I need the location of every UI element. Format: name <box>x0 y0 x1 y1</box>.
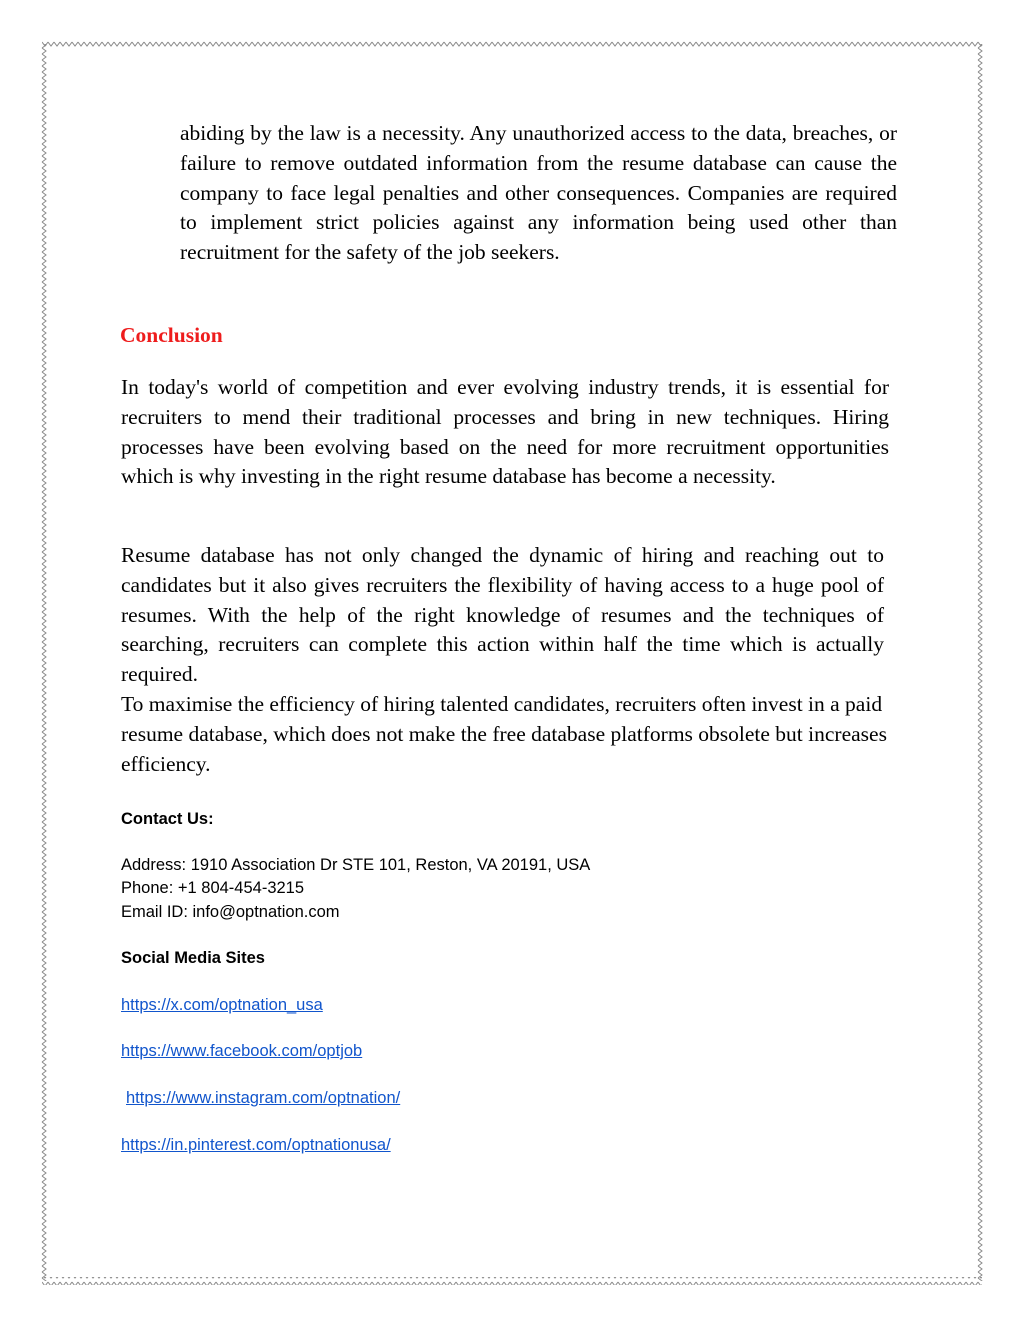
social-link-row <box>121 995 323 1015</box>
contact-address: Address: 1910 Association Dr STE 101, Reston, VA 20191, USA <box>121 856 591 874</box>
social-heading: Social Media Sites <box>121 949 265 967</box>
paragraph-conclusion-3: To maximise the efficiency of hiring talented candidates, recruiters often invest in a paid resume database, which does not make the free database platforms obsolete but increases efficiency. <box>121 692 887 776</box>
social-link-row <box>121 1135 391 1155</box>
contact-email: Email ID: info@optnation.com <box>121 903 340 921</box>
contact-heading: Contact Us: <box>121 810 214 828</box>
section-heading-conclusion: Conclusion <box>120 323 223 347</box>
paragraph-conclusion-2: Resume database has not only changed the dynamic of hiring and reaching out to candidates but it also gives recruiters the flexibility of having access to a huge pool of resumes. With the help of the right knowledge of resumes and the techniques of searching, recruiters can complete this action within half the time which is actually required. <box>121 543 884 687</box>
social-link-facebook[interactable]: https://www.facebook.com/optjob <box>121 1042 363 1060</box>
social-link-x[interactable]: https://x.com/optnation_usa <box>121 996 323 1014</box>
social-link-row <box>121 1041 362 1061</box>
social-link-pinterest[interactable]: https://in.pinterest.com/optnationusa/ <box>121 1136 391 1154</box>
paragraph-intro: abiding by the law is a necessity. Any unauthorized access to the data, breaches, or failure to remove outdated information from the resume database can cause the company to face legal penalties and other consequences. Companies are required to implement strict policies against any information being used other than recruitment for the safety of the job seekers. <box>180 121 897 265</box>
paragraph-conclusion-1: In today's world of competition and ever evolving industry trends, it is essential for recruiters to mend their traditional processes and bring in new techniques. Hiring processes have been evolving based on the need for more recruitment opportunities which is why investing in the right resume database has become a necessity. <box>121 375 889 489</box>
contact-phone: Phone: +1 804-454-3215 <box>121 879 305 897</box>
social-link-row <box>126 1088 400 1108</box>
social-link-instagram[interactable]: https://www.instagram.com/optnation/ <box>126 1089 401 1107</box>
